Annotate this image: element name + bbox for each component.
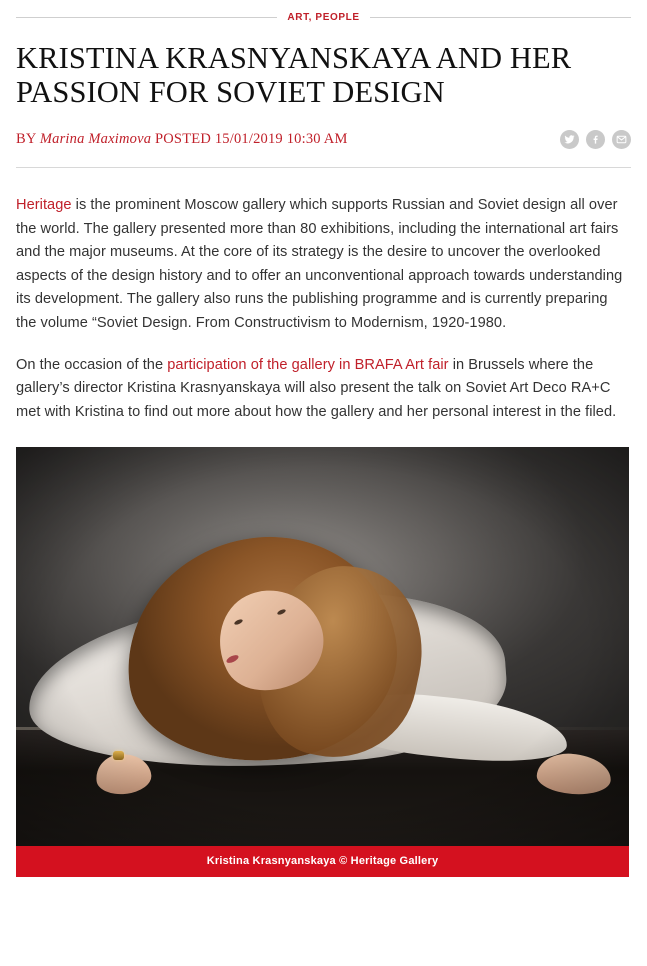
photo-vignette: [16, 447, 629, 846]
byline-prefix: BY: [16, 130, 37, 147]
twitter-icon[interactable]: [560, 130, 579, 149]
header-divider: [16, 167, 631, 168]
byline-time: 10:30 AM: [286, 130, 348, 147]
paragraph-2: [16, 354, 628, 425]
article-photo: [16, 447, 629, 846]
byline-author[interactable]: Marina Maximova: [39, 130, 152, 147]
category-kicker[interactable]: ART, PEOPLE: [287, 12, 360, 23]
photo-caption: Kristina Krasnyanskaya © Heritage Gallery: [16, 846, 629, 877]
share-buttons: [560, 130, 631, 149]
kicker-rule-right: [370, 17, 631, 18]
email-icon[interactable]: [612, 130, 631, 149]
byline: [16, 131, 348, 148]
paragraph-2-text-before: On the occasion of the: [16, 356, 168, 373]
byline-row: [16, 130, 631, 149]
paragraph-2-text-after: in Brussels where the gallery’s director Kristina Krasnyanskaya will also present the talk on Soviet Art Deco RA+C met with Kristina to find out more about how the gallery and her personal interest in the filed.: [16, 356, 617, 421]
byline-date: 15/01/2019: [214, 130, 283, 147]
byline-posted-label: POSTED: [155, 130, 211, 147]
heritage-link[interactable]: Heritage: [16, 196, 72, 213]
paragraph-1: [16, 194, 628, 336]
paragraph-1-text: is the prominent Moscow gallery which supports Russian and Soviet design all over the world. The gallery presented more than 80 exhibitions, including the international art fairs and the major museums. At the core of its strategy is the desire to uncover the overlooked aspects of the design history and to offer an unconventional approach towards understanding its development. The gallery also runs the publishing programme and is currently preparing the volume “Soviet Design. From Constructivism to Modernism, 1920-1980.: [16, 196, 623, 332]
category-kicker-row: [16, 0, 631, 25]
page-title: KRISTINA KRASNYANSKAYA AND HER PASSION FOR SOVIET DESIGN: [16, 41, 572, 110]
brafa-art-fair-link[interactable]: participation of the gallery in BRAFA Art fair: [167, 356, 449, 373]
kicker-rule-left: [16, 17, 277, 18]
article-body: [16, 194, 628, 425]
facebook-icon[interactable]: [586, 130, 605, 149]
article-figure: [16, 447, 629, 877]
